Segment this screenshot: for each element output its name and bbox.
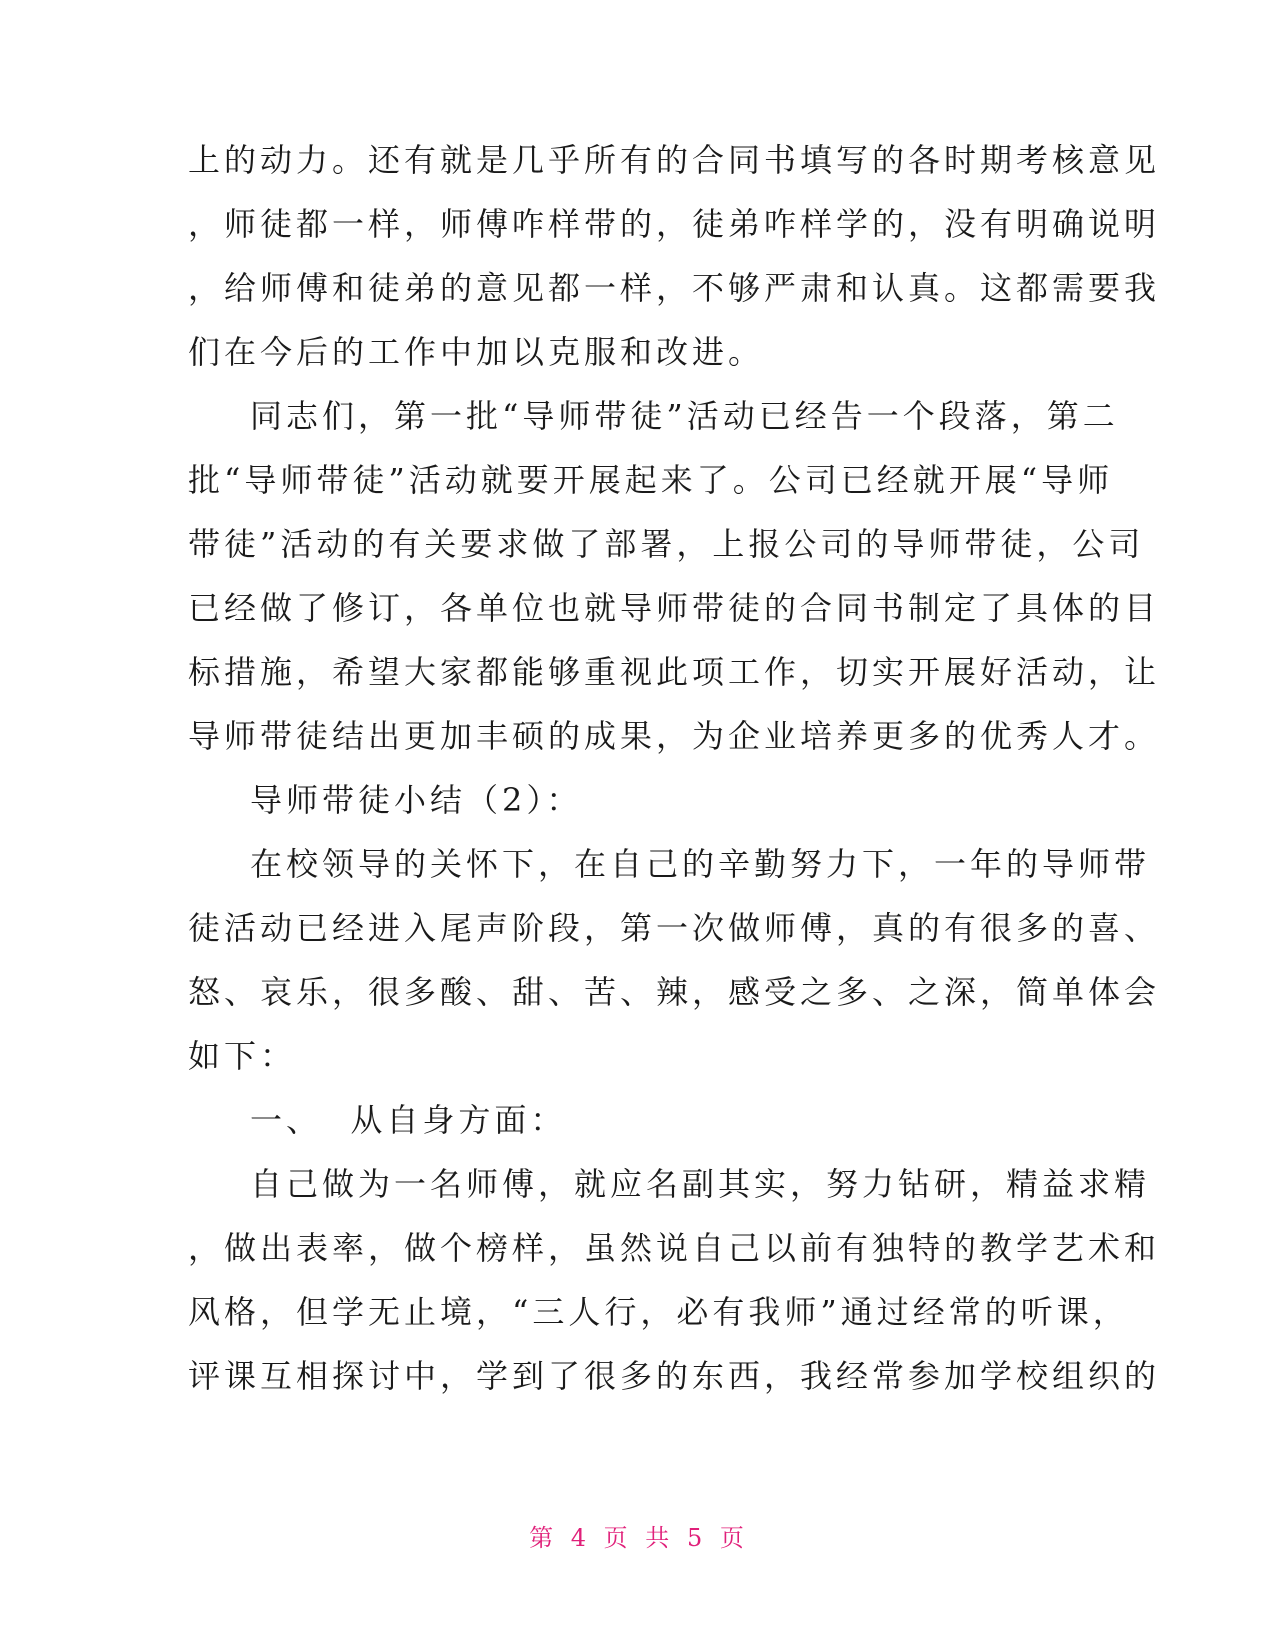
text-line: 带徒”活动的有关要求做了部署，上报公司的导师带徒，公司 (188, 525, 1145, 563)
text-line: ，做出表率，做个榜样，虽然说自己以前有独特的教学艺术和 (188, 1229, 1161, 1267)
text-line: 怒、哀乐，很多酸、甜、苦、辣，感受之多、之深，简单体会 (188, 973, 1161, 1011)
text-line: 如下： (188, 1037, 297, 1075)
paragraph-start: 在校领导的关怀下，在自己的辛勤努力下，一年的导师带 (250, 845, 1151, 883)
text-line: 们在今后的工作中加以克服和改进。 (188, 333, 765, 371)
paragraph-start: 同志们，第一批“导师带徒”活动已经告一个段落，第二 (250, 397, 1119, 435)
text-line: 已经做了修订，各单位也就导师带徒的合同书制定了具体的目 (188, 589, 1161, 627)
text-line: 评课互相探讨中，学到了很多的东西，我经常参加学校组织的 (188, 1357, 1161, 1395)
text-line: 标措施，希望大家都能够重视此项工作，切实开展好活动，让 (188, 653, 1161, 691)
text-line: 徒活动已经进入尾声阶段，第一次做师傅，真的有很多的喜、 (188, 909, 1161, 947)
text-line: ，给师傅和徒弟的意见都一样，不够严肃和认真。这都需要我 (188, 269, 1161, 307)
page-number-footer: 第 4 页 共 5 页 (529, 1524, 746, 1552)
section-heading: 导师带徒小结（2）： (250, 781, 583, 819)
text-line: 批“导师带徒”活动就要开展起来了。公司已经就开展“导师 (188, 461, 1114, 499)
text-line: 导师带徒结出更加丰硕的成果，为企业培养更多的优秀人才。 (188, 717, 1161, 755)
text-line: 风格，但学无止境，“三人行，必有我师”通过经常的听课， (188, 1293, 1129, 1331)
subsection-heading: 一、 从自身方面： (250, 1101, 567, 1139)
text-line: ，师徒都一样，师傅咋样带的，徒弟咋样学的，没有明确说明 (188, 205, 1161, 243)
paragraph-start: 自己做为一名师傅，就应名副其实，努力钻研，精益求精 (250, 1165, 1151, 1203)
text-line: 上的动力。还有就是几乎所有的合同书填写的各时期考核意见 (188, 141, 1161, 179)
